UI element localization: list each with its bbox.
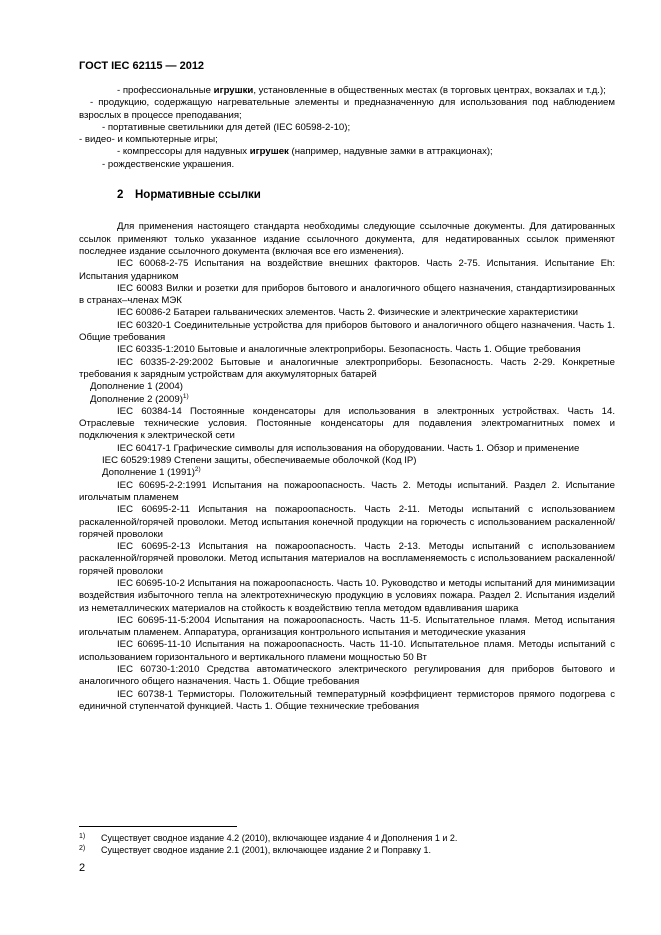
reference-item: IEC 60068-2-75 Испытания на воздействие внешних факторов. Часть 2-75. Испытания. Испытание Eh: Испытания ударником (79, 258, 615, 282)
list-item: - продукцию, содержащую нагревательные элементы и предназначенную для использования под наблюдением взрослых в процессе преподавания; (79, 97, 615, 121)
reference-item: IEC 60695-2-11 Испытания на пожароопасность. Часть 2-11. Методы испытаний с использованием раскаленной/горячей проволоки. Метод испытания конечной продукции на горючесть с использованием раскаленной/горячей проволоки (79, 504, 615, 540)
reference-item: IEC 60335-2-29:2002 Бытовые и аналогичные электроприборы. Безопасность. Часть 2-29. Конкретные требования к зарядным устройствам для аккумуляторных батарей (79, 356, 615, 380)
reference-item: IEC 60695-11-10 Испытания на пожароопасность. Часть 11-10. Испытательное пламя. Методы испытаний с использованием горизонтального и вертикального пламени мощностью 50 Вт (79, 639, 615, 663)
list-item: - компрессоры для надувных игрушек (например, надувные замки в аттракционах); (117, 146, 493, 158)
footnote-ref: 2) (194, 466, 201, 474)
footnote-mark: 1) (79, 833, 86, 840)
page-number: 2 (79, 862, 86, 874)
reference-item: IEC 60529:1989 Степени защиты, обеспечиваемые оболочкой (Код IP) (102, 455, 417, 467)
footnote-mark: 2) (79, 845, 86, 852)
section-heading: 2 Нормативные ссылки (117, 189, 261, 202)
reference-item: IEC 60738-1 Термисторы. Положительный температурный коэффициент термисторов прямого подогрева с единичной ступенчатой функцией. Часть 1. Общие технические требования (79, 688, 615, 712)
document-body (79, 85, 615, 713)
reference-item: IEC 60417-1 Графические символы для использования на оборудовании. Часть 1. Обзор и применение (117, 442, 580, 454)
document-header: ГОСТ IEC 62115 — 2012 (79, 60, 205, 72)
footnote-text: Существует сводное издание 4.2 (2010), включающее издание 4 и Дополнения 1 и 2. (101, 833, 458, 843)
footnote (79, 832, 615, 844)
amendment-item: Дополнение 2 $(2009)^{1)}$ (90, 392, 189, 405)
footnote-text: Существует сводное издание 2.1 (2001), включающее издание 2 и Поправку 1. (101, 845, 432, 855)
reference-item: IEC 60083 Вилки и розетки для приборов бытового и аналогичного общего назначения, стандартизированных в странах–членах МЭК (79, 282, 615, 307)
intro-paragraph: Для применения настоящего стандарта необходимы следующие ссылочные документы. Для датированных ссылок применяют только указанное издание ссылочного документа, для недатированных ссылок применяют последнее издание ссылочного документа (включая все его изменения). (79, 221, 615, 257)
footnotes (79, 832, 615, 856)
reference-item: IEC 60695-2-13 Испытания на пожароопасность. Часть 2-13. Методы испытаний с использованием раскаленной/горячей проволоки. Метод испытания материалов на воспламеняемость с использованием раскаленной/горячей проволоки (79, 541, 615, 577)
footnote-ref: 1) (182, 392, 189, 400)
amendment-item: Дополнение 1 $(1991)^{2)}$ (102, 466, 201, 479)
reference-item: IEC 60695-10-2 Испытания на пожароопасность. Часть 10. Руководство и методы испытаний для минимизации воздействия избыточного тепла на электротехническую продукцию в условиях пожара. Раздел 2. Испытания изделий из неметаллических материалов на стойкость к воздействию тепла методом вдавливания шарика (79, 577, 615, 614)
reference-item: IEC 60384-14 Постоянные конденсаторы для использования в электронных устройствах. Часть 14. Отраслевые технические условия. Постоянные конденсаторы для подавления электромагнитных помех и подключения к электрической сети (79, 405, 615, 442)
list-item: - рождественские украшения. (102, 158, 235, 170)
list-item: - видео- и компьютерные игры; (79, 134, 218, 146)
list-item: - портативные светильники для детей (IEC 60598-2-10); (102, 121, 351, 133)
reference-item: IEC 60320-1 Соединительные устройства для приборов бытового и аналогичного общего назначения. Часть 1. Общие требования (79, 319, 615, 344)
footnote-divider (79, 826, 237, 827)
reference-item: IEC 60695-2-2:1991 Испытания на пожароопасность. Часть 2. Методы испытаний. Раздел 2. Испытание игольчатым пламенем (79, 479, 615, 503)
reference-item: IEC 60335-1:2010 Бытовые и аналогичные электроприборы. Безопасность. Часть 1. Общие требования (117, 344, 581, 356)
reference-item: IEC 60086-2 Батареи гальванических элементов. Часть 2. Физические и электрические характеристики (117, 307, 579, 319)
footnote (79, 844, 615, 856)
reference-item: IEC 60730-1:2010 Средства автоматического электрического регулирования для приборов бытового и аналогичного общего назначения. Часть 1. Общие требования (79, 664, 615, 688)
reference-item: IEC 60695-11-5:2004 Испытания на пожароопасность. Часть 11-5. Испытательное пламя. Метод испытания игольчатым пламенем. Аппаратура, организация контрольного испытания и методические указания (79, 614, 615, 639)
list-item: - профессиональные игрушки, установленные в общественных местах (в торговых центрах, вокзалах и т.д.); (117, 85, 606, 96)
amendment-item: Дополнение 1 (2004) (90, 381, 183, 393)
